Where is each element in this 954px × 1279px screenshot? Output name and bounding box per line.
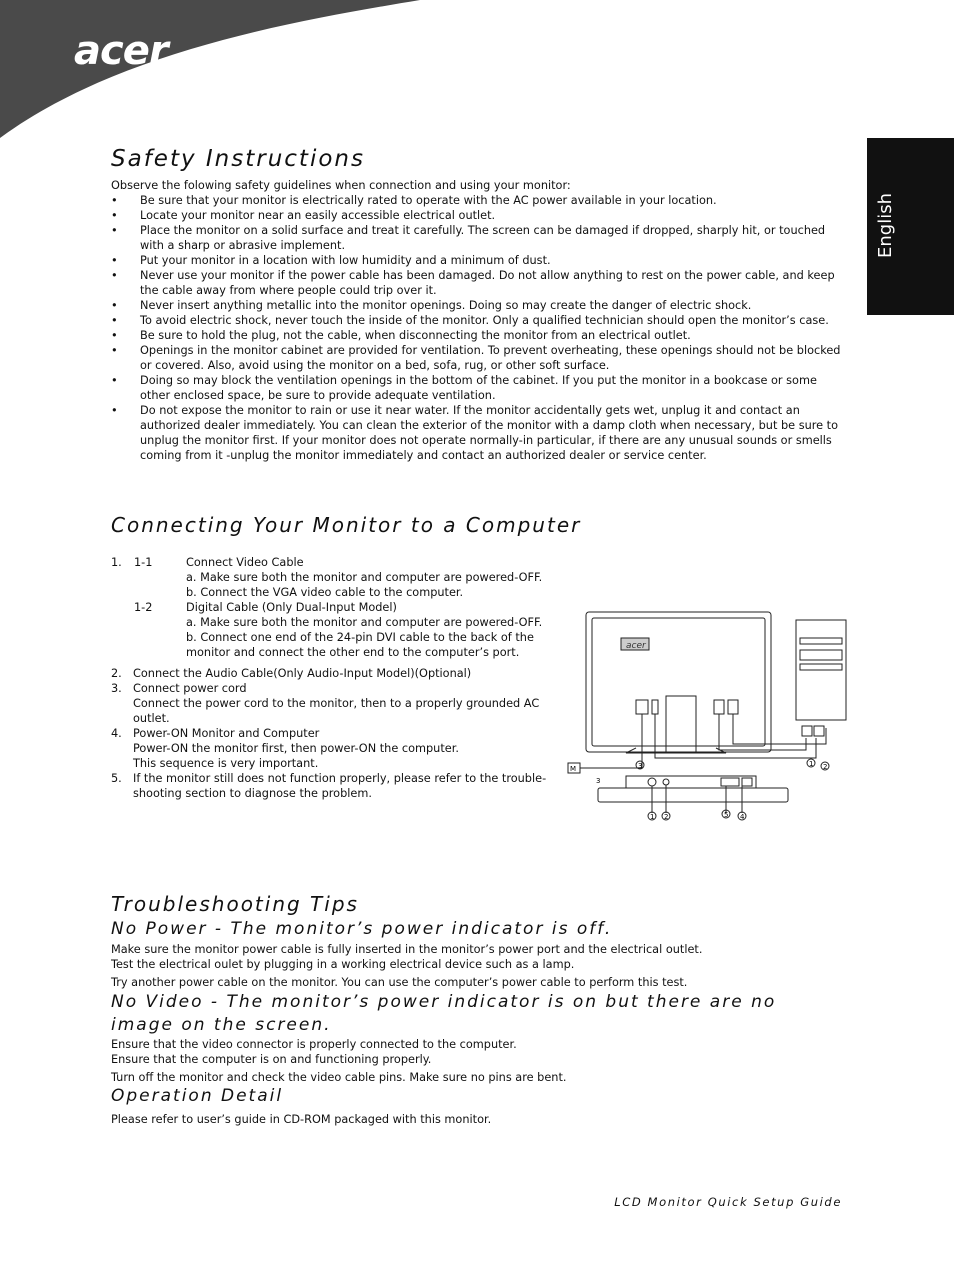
body-text: Try another power cable on the monitor. You can use the computer’s power cable to perform this test. — [111, 976, 688, 989]
list-item: • Put your monitor in a location with low humidity and a minimum of dust. — [111, 253, 846, 268]
safety-section — [111, 178, 846, 463]
step-text: If the monitor still does not function properly, please refer to the trouble-shooting section to diagnose the problem. — [133, 772, 547, 800]
list-item: • Never insert anything metallic into the monitor openings. Doing so may create the danger of electric shock. — [111, 298, 846, 313]
body-text: Please refer to user’s guide in CD-ROM packaged with this monitor. — [111, 1113, 492, 1126]
callout-label: 3 — [596, 777, 601, 785]
step-sub-number: 1-1 — [134, 556, 153, 569]
step-number: 3. — [111, 682, 122, 695]
step-number: 5. — [111, 772, 122, 785]
step-sub-number: 1-2 — [134, 601, 153, 614]
callout-label: 1 — [809, 760, 814, 768]
step-title: Connect power cord — [133, 682, 247, 695]
connecting-steps — [111, 555, 551, 801]
computer-tower-illustration — [796, 620, 846, 720]
list-item: • Openings in the monitor cabinet are provided for ventilation. To prevent overheating, these openings should not be blocked or covered. Also, avoid using the monitor on a bed, sofa, rug, or other soft surface. — [111, 343, 846, 373]
callout-label: 3 — [638, 762, 643, 770]
nopower-section — [111, 942, 851, 990]
operation-title: Operation Detail — [111, 1086, 284, 1106]
callout-label: 2 — [823, 763, 828, 771]
connecting-title: Connecting Your Monitor to a Computer — [111, 513, 582, 537]
safety-list — [111, 193, 846, 463]
callout-label: 4 — [740, 813, 745, 821]
svg-text:acer: acer — [626, 641, 646, 651]
acer-logo: acer — [74, 28, 168, 74]
list-item: • Be sure that your monitor is electrically rated to operate with the AC power available in your location. — [111, 193, 846, 208]
step-title: Power-ON Monitor and Computer — [133, 727, 320, 740]
step-text: This sequence is very important. — [133, 757, 319, 770]
nopower-title: No Power - The monitor’s power indicator is off. — [111, 919, 613, 939]
header-corner-shape — [0, 0, 430, 140]
callout-label: 2 — [664, 813, 669, 821]
step-number: 1. — [111, 556, 122, 569]
body-text: Ensure that the computer is on and functioning properly. — [111, 1053, 432, 1066]
trouble-title: Troubleshooting Tips — [111, 892, 359, 916]
list-item: • Locate your monitor near an easily accessible electrical outlet. — [111, 208, 846, 223]
svg-text:M: M — [570, 765, 577, 773]
connection-diagram — [566, 608, 856, 823]
language-tab-label: English — [875, 193, 896, 258]
monitor-bottom-illustration — [598, 776, 788, 813]
body-text: Make sure the monitor power cable is fully inserted in the monitor’s power port and the electrical outlet. — [111, 943, 703, 956]
language-tab — [867, 138, 954, 315]
footer-title: LCD Monitor Quick Setup Guide — [614, 1195, 842, 1209]
step-title: Connect the Audio Cable(Only Audio-Input Model)(Optional) — [133, 667, 472, 680]
novideo-section — [111, 1037, 851, 1085]
list-item: • Never use your monitor if the power cable has been damaged. Do not allow anything to rest on the power cable, and keep the cable away from where people could trip over it. — [111, 268, 846, 298]
list-item: • Doing so may block the ventilation openings in the bottom of the cabinet. If you put the monitor in a bookcase or some other enclosed space, be sure to provide adequate ventilation. — [111, 373, 846, 403]
step-title: Digital Cable (Only Dual-Input Model) — [186, 601, 397, 614]
list-item: • Place the monitor on a solid surface and treat it carefully. The screen can be damaged if dropped, sharply hit, or touched with a sharp or abrasive implement. — [111, 223, 846, 253]
list-item: • Be sure to hold the plug, not the cable, when disconnecting the monitor from an electrical outlet. — [111, 328, 846, 343]
safety-intro: Observe the folowing safety guidelines when connection and using your monitor: — [111, 179, 571, 192]
body-text: Ensure that the video connector is properly connected to the computer. — [111, 1038, 517, 1051]
list-item: • To avoid electric shock, never touch the inside of the monitor. Only a qualified technician should open the monitor’s case. — [111, 313, 846, 328]
safety-title: Safety Instructions — [111, 146, 365, 172]
step-text: a. Make sure both the monitor and computer are powered-OFF. — [186, 616, 543, 629]
body-text: Test the electrical oulet by plugging in a working electrical device such as a lamp. — [111, 958, 575, 971]
callout-label: 1 — [650, 813, 655, 821]
step-text: a. Make sure both the monitor and computer are powered-OFF. — [186, 571, 543, 584]
step-text: Power-ON the monitor first, then power-ON the computer. — [133, 742, 459, 755]
monitor-back-illustration — [586, 612, 771, 753]
step-number: 4. — [111, 727, 122, 740]
cables — [568, 714, 826, 773]
list-item: • Do not expose the monitor to rain or use it near water. If the monitor accidentally gets wet, unplug it and contact an authorized dealer immediately. You can clean the exterior of the monitor with a damp cloth when necessary, but be sure to unplug the monitor first. If your monitor does not operate normally-in particular, if there are any unusual sounds or smells coming from it -unplug the monitor immediately and contact an authorized dealer or service center. — [111, 403, 846, 463]
step-text: b. Connect one end of the 24-pin DVI cable to the back of the monitor and connect the other end to the computer’s port. — [186, 631, 534, 659]
novideo-title: No Video - The monitor’s power indicator is on but there are no image on the screen. — [111, 992, 777, 1035]
step-text: b. Connect the VGA video cable to the computer. — [186, 586, 464, 599]
step-number: 2. — [111, 667, 122, 680]
body-text: Turn off the monitor and check the video cable pins. Make sure no pins are bent. — [111, 1071, 567, 1084]
step-text: Connect the power cord to the monitor, then to a properly grounded AC outlet. — [133, 697, 540, 725]
step-title: Connect Video Cable — [186, 556, 304, 569]
callout-label: 5 — [724, 811, 729, 819]
